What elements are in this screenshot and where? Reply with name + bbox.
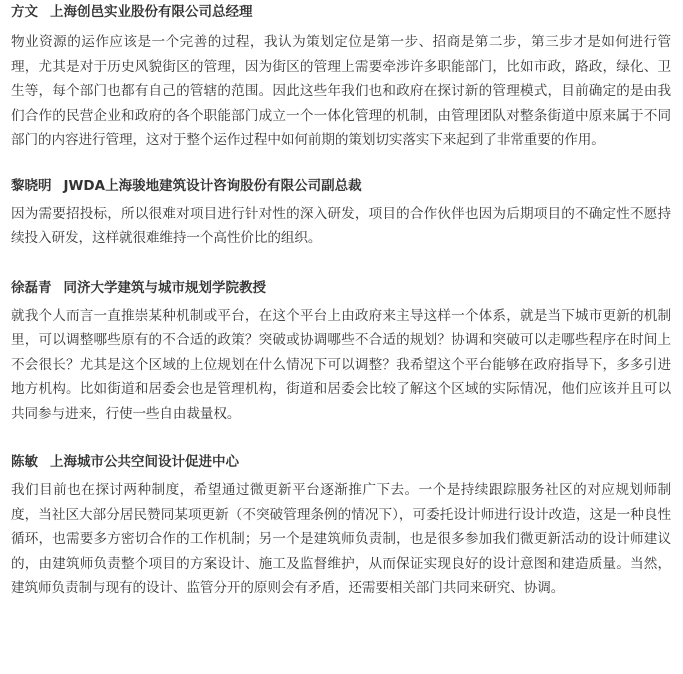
- speaker-title: 上海创邑实业股份有限公司总经理: [50, 4, 253, 20]
- speaker-name: 黎晓明: [11, 177, 52, 194]
- speaker-title: JWDA上海骏地建筑设计咨询股份有限公司副总裁: [63, 177, 362, 194]
- speaker-quote: 因为需要招投标，所以很难对项目进行针对性的深入研发，项目的合作伙伴也因为后期项目的不确定性不愿持续投入研发，这样就很难维持一个高性价比的组织。: [11, 205, 671, 246]
- speaker-heading: [11, 175, 671, 197]
- speaker-quote: 物业资源的运作应该是一个完善的过程，我认为策划定位是第一步、招商是第二步，第三步才是如何进行管理，尤其是对于历史风貌街区的管理，因为街区的管理上需要牵涉许多职能部门，比如市政，路政，绿化、卫生等，每个部门也都有自己的管辖的范围。因此这些年我们也和政府在探讨新的管理模式，目前确定的是由我们合作的民营企业和政府的各个职能部门成立一个一体化管理的机制，由管理团队对整条街道中原来属于不同部门的内容进行管理，这对于整个运作过程中如何前期的策划切实落实下来起到了非常重要的作用。: [11, 34, 671, 148]
- speaker-quote: 我们目前也在探讨两种制度，希望通过微更新平台逐渐推广下去。一个是持续跟踪服务社区的对应规划师制度，当社区大部分居民赞同某项更新（不突破管理条例的情况下），可委托设计师进行设计改造，这是一种良性循环，也需要多方密切合作的工作机制；另一个是建筑师负责制，也是很多参加我们微更新活动的设计师建议的，由建筑师负责整个项目的方案设计、施工及监督维护，从而保证实现良好的设计意图和建造质量。当然，建筑师负责制与现有的设计、监管分开的原则会有矛盾，还需要相关部门共同来研究、协调。: [11, 482, 671, 596]
- speaker-name: 徐磊青: [11, 279, 52, 296]
- speaker-heading: [11, 1, 671, 23]
- speaker-section-li-xiaoming: [11, 175, 671, 251]
- speaker-section-xu-leiqing: [11, 277, 671, 427]
- speaker-section-fang-wen: [11, 0, 671, 153]
- speaker-title: 上海城市公共空间设计促进中心: [50, 454, 239, 470]
- speaker-title: 同济大学建筑与城市规划学院教授: [63, 279, 266, 296]
- speaker-name: 方文: [11, 4, 38, 20]
- speaker-name: 陈敏: [11, 454, 38, 470]
- speaker-section-chen-min: [11, 451, 671, 601]
- speaker-quote: 就我个人而言一直推崇某种机制或平台，在这个平台上由政府来主导这样一个体系，就是当下城市更新的机制里，可以调整哪些原有的不合适的政策？突破或协调哪些不合适的规划？协调和突破可以走哪些程序在时间上不会很长？尤其是这个区域的上位规划在什么情况下可以调整？我希望这个平台能够在政府指导下，多多引进地方机构。比如街道和居委会也是管理机构，街道和居委会比较了解这个区域的实际情况，他们应该并且可以共同参与进来，行使一些自由裁量权。: [11, 307, 671, 422]
- speaker-heading: [11, 277, 671, 299]
- speaker-heading: [11, 451, 671, 473]
